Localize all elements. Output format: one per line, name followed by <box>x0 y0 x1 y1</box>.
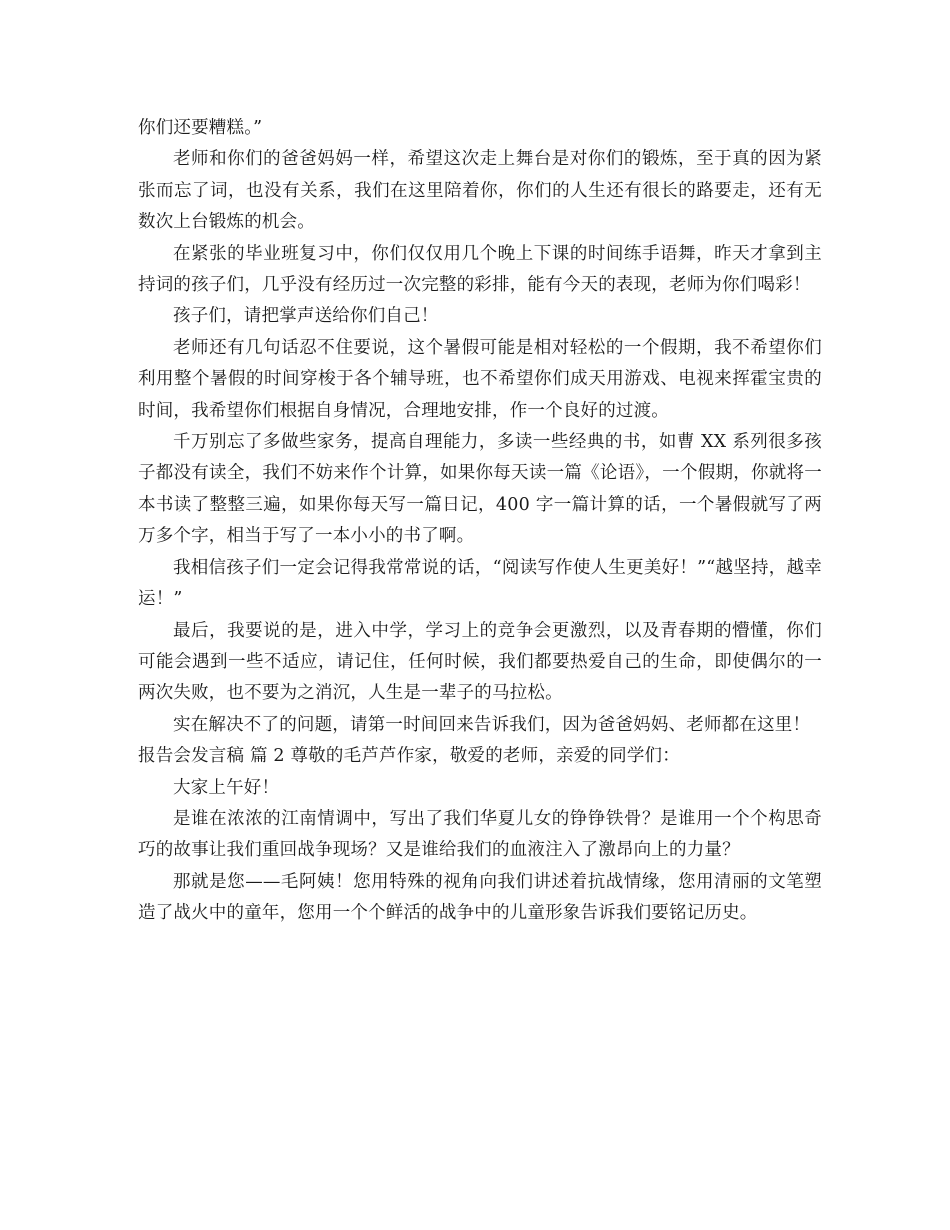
paragraph-1: 你们还要糟糕。” <box>138 118 263 138</box>
paragraph-13: 那就是您——毛阿姨！您用特殊的视角向我们讲述着抗战情缘，您用清丽的文笔塑造了战火中的童年，您用一个个鲜活的战争中的儿童形象告诉我们要铭记历史。 <box>138 871 822 924</box>
paragraph-11: 大家上午好！ <box>173 777 280 798</box>
paragraph-7: 我相信孩子们一定会记得我常常说的话，“阅读写作使人生更美好！”“越坚持，越幸运！” <box>138 557 822 610</box>
paragraph-12: 是谁在浓浓的江南情调中，写出了我们华夏儿女的铮铮铁骨？是谁用一个个构思奇巧的故事让我们重回战争现场？又是谁给我们的血液注入了激昂向上的力量？ <box>138 808 822 861</box>
paragraph-4: 孩子们，请把掌声送给你们自己！ <box>173 306 439 327</box>
paragraph-6: 千万别忘了多做些家务，提高自理能力，多读一些经典的书，如曹 XX 系列很多孩子都没有读全，我们不妨来作个计算，如果你每天读一篇《论语》，一个假期，你就将一本书读了整整三遍，如果你每天写一篇日记，400 字一篇计算的话，一个暑假就写了两万多个字，相当于写了一本小小的书了啊。 <box>138 432 822 547</box>
paragraph-3: 在紧张的毕业班复习中，你们仅仅用几个晚上下课的时间练手语舞，昨天才拿到主持词的孩子们，几乎没有经历过一次完整的彩排，能有今天的表现，老师为你们喝彩！ <box>138 243 822 296</box>
section-heading-paragraph: 报告会发言稿 篇 2 尊敬的毛芦芦作家，敬爱的老师，亲爱的同学们： <box>138 746 680 767</box>
paragraph-9: 实在解决不了的问题，请第一时间回来告诉我们，因为爸爸妈妈、老师都在这里！ <box>173 714 811 735</box>
paragraph-2: 老师和你们的爸爸妈妈一样，希望这次走上舞台是对你们的锻炼，至于真的因为紧张而忘了词，也没有关系，我们在这里陪着你，你们的人生还有很长的路要走，还有无数次上台锻炼的机会。 <box>138 149 822 233</box>
paragraph-5: 老师还有几句话忍不住要说，这个暑假可能是相对轻松的一个假期，我不希望你们利用整个暑假的时间穿梭于各个辅导班，也不希望你们成天用游戏、电视来挥霍宝贵的时间，我希望你们根据自身情况，合理地安排，作一个良好的过渡。 <box>138 337 822 421</box>
document-body <box>138 113 822 930</box>
paragraph-8: 最后，我要说的是，进入中学，学习上的竞争会更激烈，以及青春期的懵懂，你们可能会遇到一些不适应，请记住，任何时候，我们都要热爱自己的生命，即使偶尔的一两次失败，也不要为之消沉，人生是一辈子的马拉松。 <box>138 620 822 704</box>
